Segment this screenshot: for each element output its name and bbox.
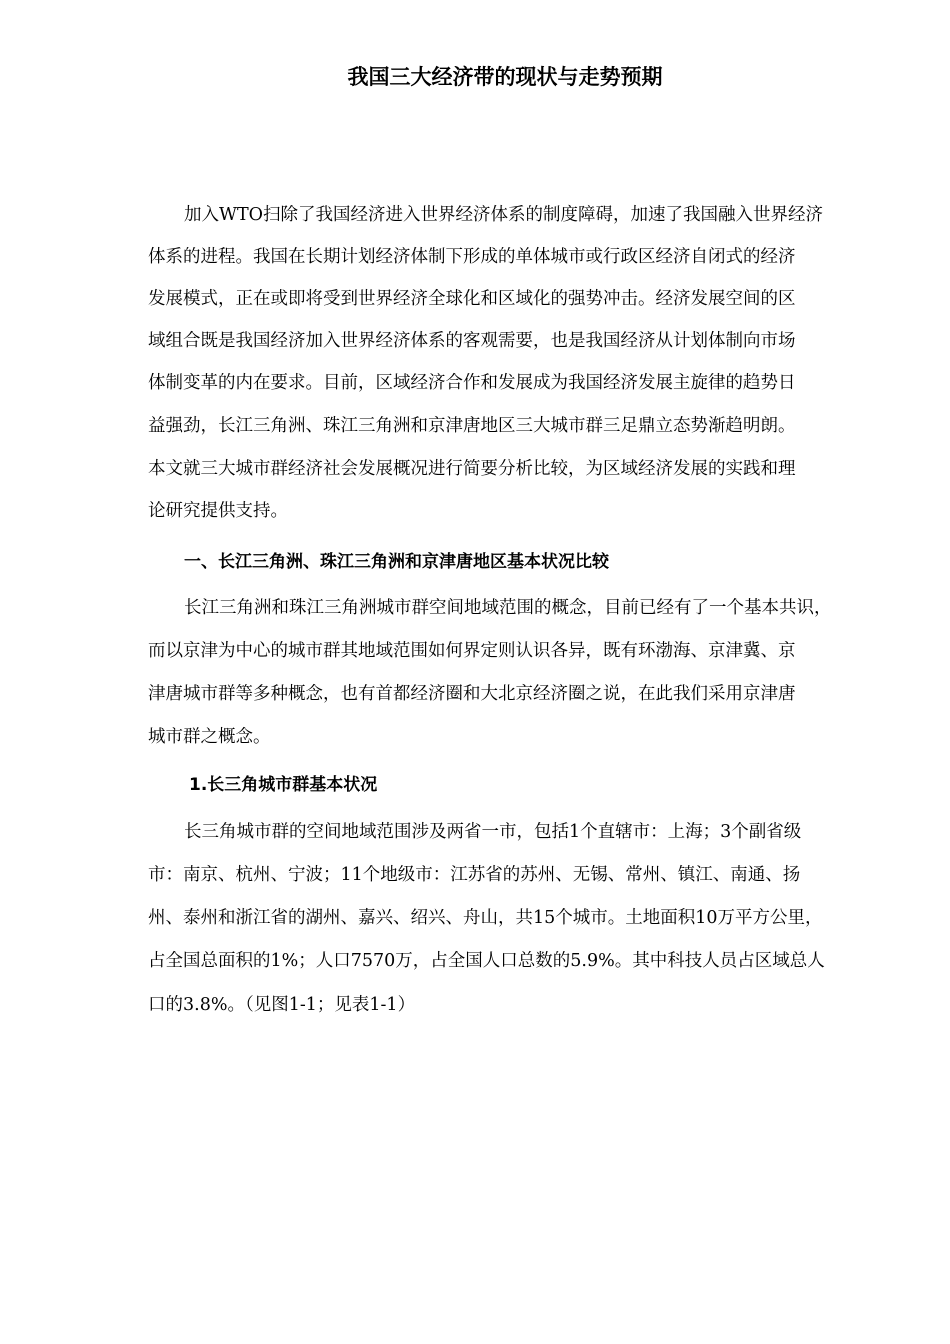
section-line: 津唐城市群等多种概念，也有首都经济圈和大北京经济圈之说，在此我们采用京津唐 — [148, 684, 796, 704]
intro-line: 本文就三大城市群经济社会发展概况进行简要分析比较，为区域经济发展的实践和理 — [148, 459, 796, 479]
subsection-line: 长三角城市群的空间地域范围涉及两省一市，包括1个直辖市：上海；3个副省级 — [184, 822, 802, 842]
subsection-line: 口的3.8%。（见图1-1；见表1-1） — [148, 995, 416, 1015]
subsection-line: 占全国总面积的1%；人口7570万，占全国人口总数的5.9%。其中科技人员占区域总人 — [148, 951, 825, 971]
document-title: 我国三大经济带的现状与走势预期 — [347, 65, 663, 89]
section-line: 城市群之概念。 — [148, 727, 271, 747]
intro-line: 益强劲，长江三角洲、珠江三角洲和京津唐地区三大城市群三足鼎立态势渐趋明朗。 — [148, 416, 796, 436]
intro-line: 体系的进程。我国在长期计划经济体制下形成的单体城市或行政区经济自闭式的经济 — [148, 247, 796, 267]
section-heading: 一、长江三角洲、珠江三角洲和京津唐地区基本状况比较 — [184, 552, 609, 572]
intro-line: 体制变革的内在要求。目前，区域经济合作和发展成为我国经济发展主旋律的趋势日 — [148, 373, 796, 393]
subsection-heading: 1.长三角城市群基本状况 — [189, 775, 378, 795]
subsection-line: 市：南京、杭州、宁波；11个地级市：江苏省的苏州、无锡、常州、镇江、南通、扬 — [148, 865, 801, 885]
intro-line: 发展模式，正在或即将受到世界经济全球化和区域化的强势冲击。经济发展空间的区 — [148, 289, 796, 309]
section-line: 而以京津为中心的城市群其地域范围如何界定则认识各异，既有环渤海、京津冀、京 — [148, 641, 796, 661]
intro-line: 域组合既是我国经济加入世界经济体系的客观需要，也是我国经济从计划体制向市场 — [148, 331, 796, 351]
subsection-line: 州、泰州和浙江省的湖州、嘉兴、绍兴、舟山，共15个城市。土地面积10万平方公里， — [148, 908, 823, 928]
intro-line: 加入WTO扫除了我国经济进入世界经济体系的制度障碍，加速了我国融入世界经济 — [184, 205, 824, 225]
intro-line: 论研究提供支持。 — [148, 501, 288, 521]
section-line: 长江三角洲和珠江三角洲城市群空间地域范围的概念，目前已经有了一个基本共识， — [184, 598, 832, 618]
